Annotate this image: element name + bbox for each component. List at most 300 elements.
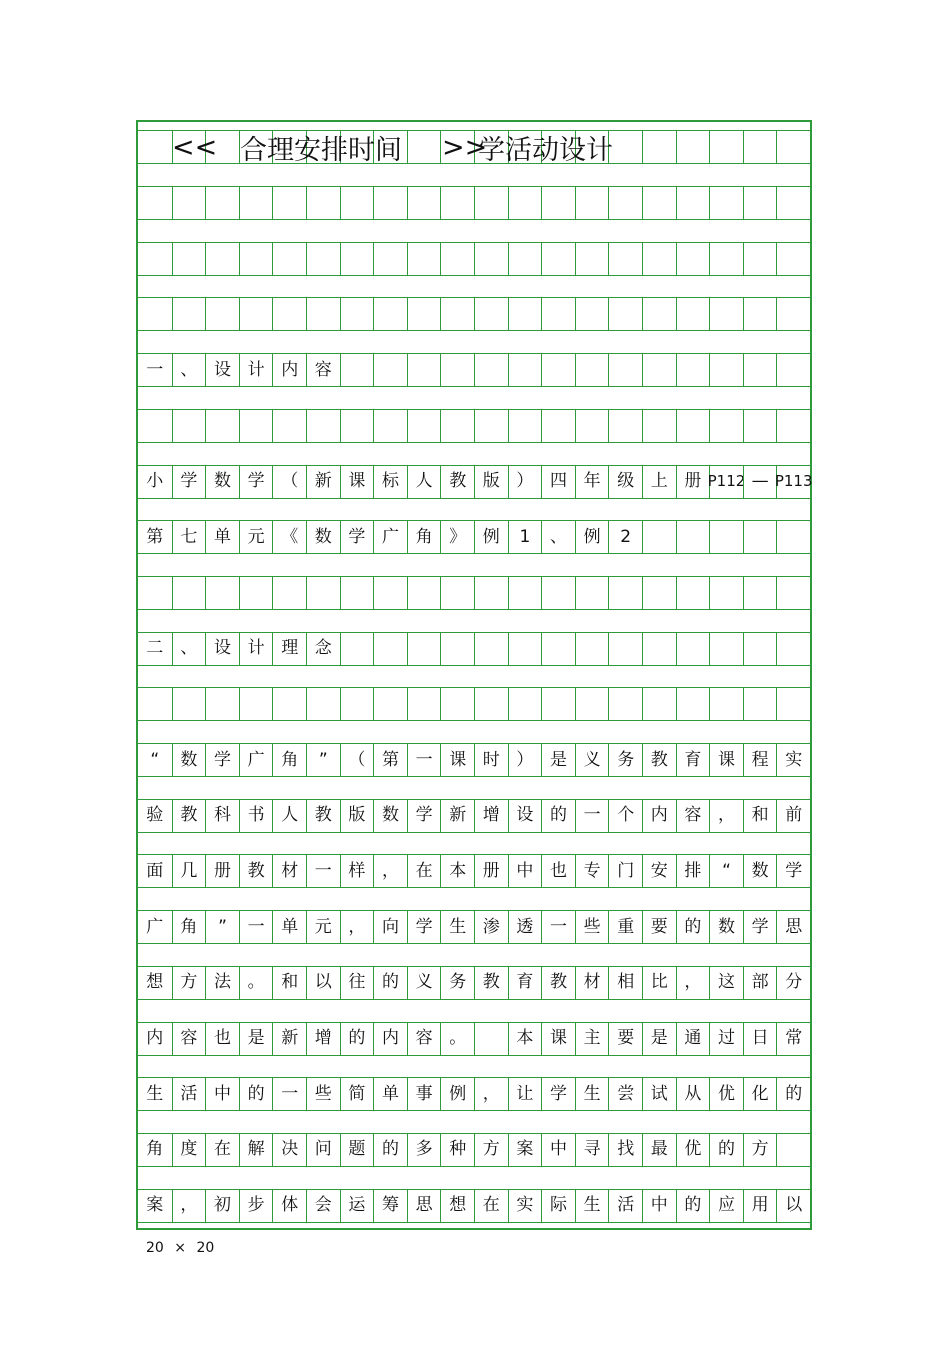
grid-cell bbox=[440, 576, 474, 610]
grid-cell: 渗 bbox=[474, 910, 508, 944]
grid-cell bbox=[676, 242, 710, 276]
grid-cell bbox=[272, 576, 306, 610]
grid-row bbox=[138, 242, 810, 276]
grid-cell: 思 bbox=[776, 910, 810, 944]
grid-cell bbox=[407, 409, 441, 443]
grid-cell: 学 bbox=[407, 910, 441, 944]
grid-cell: 生 bbox=[575, 1077, 609, 1111]
grid-cell: 学 bbox=[743, 910, 777, 944]
grid-cell bbox=[340, 687, 374, 721]
grid-cell: 最 bbox=[642, 1133, 676, 1167]
grid-cell bbox=[709, 130, 743, 164]
grid-cell: 教 bbox=[172, 799, 206, 833]
grid-cell: 数 bbox=[373, 799, 407, 833]
grid-cell bbox=[205, 186, 239, 220]
grid-cell: 第 bbox=[138, 520, 172, 554]
grid-cell: 运 bbox=[340, 1189, 374, 1223]
grid-cell bbox=[709, 186, 743, 220]
grid-cell: 中 bbox=[508, 854, 542, 888]
grid-cell: 七 bbox=[172, 520, 206, 554]
grid-cell: 度 bbox=[172, 1133, 206, 1167]
grid-cell: 主 bbox=[575, 1022, 609, 1056]
grid-cell: 寻 bbox=[575, 1133, 609, 1167]
grid-cell: 元 bbox=[239, 520, 273, 554]
title-suffix: 学活动设计 bbox=[478, 134, 613, 166]
grid-cell: 数 bbox=[743, 854, 777, 888]
grid-cell: 优 bbox=[709, 1077, 743, 1111]
grid-cell bbox=[541, 687, 575, 721]
grid-cell bbox=[642, 409, 676, 443]
grid-cell: 广 bbox=[239, 743, 273, 777]
grid-cell bbox=[776, 297, 810, 331]
grid-cell: 的 bbox=[373, 966, 407, 1000]
grid-cell bbox=[205, 297, 239, 331]
grid-cell: 角 bbox=[272, 743, 306, 777]
grid-cell: 比 bbox=[642, 966, 676, 1000]
grid-cell: 以 bbox=[776, 1189, 810, 1223]
grid-cell: 优 bbox=[676, 1133, 710, 1167]
grid-cell bbox=[575, 297, 609, 331]
grid-cell bbox=[205, 242, 239, 276]
grid-cell bbox=[541, 632, 575, 666]
grid-cell: 际 bbox=[541, 1189, 575, 1223]
grid-cell bbox=[642, 130, 676, 164]
grid-cell bbox=[474, 297, 508, 331]
grid-cell: 人 bbox=[407, 465, 441, 499]
grid-cell: 材 bbox=[575, 966, 609, 1000]
grid-cell: 角 bbox=[138, 1133, 172, 1167]
grid-cell bbox=[575, 576, 609, 610]
grid-cell bbox=[776, 130, 810, 164]
grid-cell: 版 bbox=[340, 799, 374, 833]
grid-cell: ， bbox=[709, 799, 743, 833]
grid-cell bbox=[474, 576, 508, 610]
grid-cell: 决 bbox=[272, 1133, 306, 1167]
grid-cell: 中 bbox=[642, 1189, 676, 1223]
grid-cell: 一 bbox=[575, 799, 609, 833]
grid-cell: 。 bbox=[440, 1022, 474, 1056]
times-sign: × bbox=[174, 1240, 187, 1256]
grid-cell: 的 bbox=[239, 1077, 273, 1111]
grid-cell: 从 bbox=[676, 1077, 710, 1111]
grid-cell: 务 bbox=[608, 743, 642, 777]
grid-cell: 法 bbox=[205, 966, 239, 1000]
grid-cell bbox=[608, 687, 642, 721]
grid-cell: 增 bbox=[474, 799, 508, 833]
grid-cell bbox=[373, 297, 407, 331]
grid-cell: 学 bbox=[776, 854, 810, 888]
grid-cell bbox=[306, 242, 340, 276]
grid-cell: 样 bbox=[340, 854, 374, 888]
grid-cell: 广 bbox=[138, 910, 172, 944]
grid-cell bbox=[676, 687, 710, 721]
grid-cell bbox=[407, 130, 441, 164]
grid-cell bbox=[474, 242, 508, 276]
grid-cell: 计 bbox=[239, 632, 273, 666]
grid-cell: 部 bbox=[743, 966, 777, 1000]
grid-cell: 元 bbox=[306, 910, 340, 944]
grid-cell: 排 bbox=[676, 854, 710, 888]
grid-cell bbox=[508, 297, 542, 331]
grid-cell bbox=[776, 632, 810, 666]
grid-cell: 材 bbox=[272, 854, 306, 888]
grid-cell: 单 bbox=[373, 1077, 407, 1111]
grid-cell bbox=[474, 353, 508, 387]
grid-cell: 活 bbox=[172, 1077, 206, 1111]
grid-cell: 育 bbox=[508, 966, 542, 1000]
grid-cell bbox=[239, 687, 273, 721]
grid-cell: 问 bbox=[306, 1133, 340, 1167]
grid-cell: 设 bbox=[508, 799, 542, 833]
grid-cell bbox=[743, 520, 777, 554]
grid-cell: 会 bbox=[306, 1189, 340, 1223]
grid-cell: 册 bbox=[676, 465, 710, 499]
grid-cell: 课 bbox=[340, 465, 374, 499]
grid-row bbox=[138, 1077, 810, 1111]
grid-cell: 课 bbox=[541, 1022, 575, 1056]
grid-cell: 广 bbox=[373, 520, 407, 554]
grid-cell: P113 bbox=[776, 465, 810, 499]
grid-cell: 容 bbox=[676, 799, 710, 833]
grid-cell bbox=[776, 687, 810, 721]
grid-cell: 、 bbox=[172, 353, 206, 387]
grid-rows-count: 20 bbox=[146, 1240, 164, 1256]
grid-cell: 册 bbox=[205, 854, 239, 888]
grid-cell bbox=[138, 242, 172, 276]
grid-cell: 义 bbox=[575, 743, 609, 777]
grid-cell bbox=[743, 632, 777, 666]
grid-cell bbox=[642, 242, 676, 276]
grid-cell: ） bbox=[508, 743, 542, 777]
grid-row bbox=[138, 465, 813, 499]
grid-cell: 本 bbox=[440, 854, 474, 888]
grid-cell: 面 bbox=[138, 854, 172, 888]
grid-cell: 容 bbox=[407, 1022, 441, 1056]
grid-row bbox=[138, 409, 810, 443]
grid-cell bbox=[340, 632, 374, 666]
grid-cell bbox=[340, 353, 374, 387]
grid-cell bbox=[272, 409, 306, 443]
grid-cell bbox=[306, 409, 340, 443]
grid-cell bbox=[440, 186, 474, 220]
grid-cell: 二 bbox=[138, 632, 172, 666]
grid-cell bbox=[575, 353, 609, 387]
grid-cell bbox=[642, 297, 676, 331]
grid-cell bbox=[608, 130, 642, 164]
grid-cell: 人 bbox=[272, 799, 306, 833]
grid-cell bbox=[676, 520, 710, 554]
grid-row bbox=[138, 1022, 810, 1056]
grid-cell bbox=[474, 186, 508, 220]
grid-cell bbox=[642, 576, 676, 610]
grid-cell bbox=[541, 353, 575, 387]
grid-cell bbox=[474, 409, 508, 443]
grid-cell bbox=[676, 297, 710, 331]
grid-cell bbox=[709, 687, 743, 721]
grid-cell bbox=[440, 242, 474, 276]
grid-cell: 单 bbox=[205, 520, 239, 554]
grid-cell bbox=[306, 576, 340, 610]
grid-cell: 安 bbox=[642, 854, 676, 888]
grid-cell: 门 bbox=[608, 854, 642, 888]
grid-cell: 在 bbox=[407, 854, 441, 888]
grid-cell bbox=[340, 297, 374, 331]
grid-cell: 的 bbox=[541, 799, 575, 833]
grid-cell bbox=[608, 576, 642, 610]
grid-cell: 的 bbox=[709, 1133, 743, 1167]
grid-cell: 书 bbox=[239, 799, 273, 833]
grid-cell: 年 bbox=[575, 465, 609, 499]
grid-cell: 容 bbox=[306, 353, 340, 387]
grid-cell: 数 bbox=[306, 520, 340, 554]
grid-cell: 一 bbox=[272, 1077, 306, 1111]
grid-cell: 解 bbox=[239, 1133, 273, 1167]
grid-row bbox=[138, 1189, 810, 1223]
grid-cell bbox=[508, 353, 542, 387]
grid-cell bbox=[508, 576, 542, 610]
grid-cell: — bbox=[743, 465, 777, 499]
grid-cell bbox=[676, 130, 710, 164]
grid-cell: 教 bbox=[440, 465, 474, 499]
grid-cell: 新 bbox=[272, 1022, 306, 1056]
grid-cell: 分 bbox=[776, 966, 810, 1000]
grid-cell: 找 bbox=[608, 1133, 642, 1167]
grid-cell: 初 bbox=[205, 1189, 239, 1223]
grid-cell: （ bbox=[272, 465, 306, 499]
grid-cell: 角 bbox=[172, 910, 206, 944]
grid-cell bbox=[642, 687, 676, 721]
grid-cell bbox=[172, 186, 206, 220]
grid-cell: 也 bbox=[205, 1022, 239, 1056]
grid-cell: 育 bbox=[676, 743, 710, 777]
grid-cell: 实 bbox=[508, 1189, 542, 1223]
grid-cell: 个 bbox=[608, 799, 642, 833]
grid-cell: （ bbox=[340, 743, 374, 777]
grid-cell bbox=[474, 1022, 508, 1056]
grid-cell bbox=[474, 687, 508, 721]
grid-cell: 学 bbox=[541, 1077, 575, 1111]
grid-cell bbox=[541, 186, 575, 220]
grid-cell bbox=[373, 186, 407, 220]
grid-cell: 教 bbox=[541, 966, 575, 1000]
title-close-bracket: >> bbox=[442, 131, 488, 163]
grid-cell: 也 bbox=[541, 854, 575, 888]
grid-cell: 步 bbox=[239, 1189, 273, 1223]
grid-cell bbox=[272, 242, 306, 276]
grid-cell: 学 bbox=[340, 520, 374, 554]
grid-cell: 些 bbox=[306, 1077, 340, 1111]
grid-cell: 这 bbox=[709, 966, 743, 1000]
grid-cell: 试 bbox=[642, 1077, 676, 1111]
grid-cell: 数 bbox=[709, 910, 743, 944]
title-main: 合理安排时间 bbox=[240, 134, 402, 166]
grid-size-label bbox=[146, 1240, 214, 1256]
grid-cell bbox=[709, 520, 743, 554]
grid-cell: 想 bbox=[440, 1189, 474, 1223]
grid-cell: 思 bbox=[407, 1189, 441, 1223]
grid-cell: 《 bbox=[272, 520, 306, 554]
grid-cell: 数 bbox=[205, 465, 239, 499]
grid-cell bbox=[373, 242, 407, 276]
title-open-bracket: << bbox=[172, 131, 218, 163]
grid-cell: 的 bbox=[776, 1077, 810, 1111]
grid-cell bbox=[440, 687, 474, 721]
grid-cell bbox=[541, 297, 575, 331]
grid-cell bbox=[239, 297, 273, 331]
grid-cell: 新 bbox=[306, 465, 340, 499]
grid-cell bbox=[709, 242, 743, 276]
grid-cell: 验 bbox=[138, 799, 172, 833]
grid-cell: 小 bbox=[138, 465, 172, 499]
grid-cell: 专 bbox=[575, 854, 609, 888]
grid-cell bbox=[642, 186, 676, 220]
grid-cell: 教 bbox=[306, 799, 340, 833]
grid-cell: 要 bbox=[642, 910, 676, 944]
grid-cell bbox=[743, 353, 777, 387]
grid-cell bbox=[340, 242, 374, 276]
grid-cell bbox=[340, 409, 374, 443]
grid-cell: 一 bbox=[541, 910, 575, 944]
grid-cell: 应 bbox=[709, 1189, 743, 1223]
grid-cell: 学 bbox=[407, 799, 441, 833]
grid-cell: 和 bbox=[272, 966, 306, 1000]
grid-cell: 在 bbox=[205, 1133, 239, 1167]
grid-cell: 的 bbox=[340, 1022, 374, 1056]
grid-cell bbox=[709, 297, 743, 331]
grid-cell bbox=[138, 409, 172, 443]
grid-cell bbox=[138, 687, 172, 721]
grid-cell bbox=[776, 520, 810, 554]
grid-cell bbox=[407, 632, 441, 666]
grid-cell bbox=[138, 297, 172, 331]
grid-cell: 例 bbox=[575, 520, 609, 554]
grid-cell: 是 bbox=[541, 743, 575, 777]
grid-cell bbox=[306, 297, 340, 331]
grid-cell: 级 bbox=[608, 465, 642, 499]
grid-cell bbox=[407, 242, 441, 276]
grid-cell bbox=[407, 687, 441, 721]
grid-cell: 简 bbox=[340, 1077, 374, 1111]
grid-cell: 几 bbox=[172, 854, 206, 888]
grid-cell bbox=[205, 576, 239, 610]
grid-cell bbox=[709, 409, 743, 443]
grid-cell: 要 bbox=[608, 1022, 642, 1056]
grid-cell: 四 bbox=[541, 465, 575, 499]
grid-cell bbox=[709, 353, 743, 387]
grid-cell: 题 bbox=[340, 1133, 374, 1167]
grid-cell bbox=[676, 353, 710, 387]
grid-cell bbox=[373, 687, 407, 721]
grid-cell bbox=[541, 576, 575, 610]
grid-cell bbox=[743, 576, 777, 610]
grid-cell: ） bbox=[508, 465, 542, 499]
grid-cell: 本 bbox=[508, 1022, 542, 1056]
grid-cell: 方 bbox=[743, 1133, 777, 1167]
grid-cell bbox=[608, 632, 642, 666]
grid-cell: 务 bbox=[440, 966, 474, 1000]
grid-cell bbox=[776, 1133, 810, 1167]
grid-cell bbox=[440, 409, 474, 443]
grid-cell: 新 bbox=[440, 799, 474, 833]
grid-cell: 重 bbox=[608, 910, 642, 944]
grid-cell bbox=[440, 632, 474, 666]
grid-row bbox=[138, 186, 810, 220]
grid-cell: ， bbox=[474, 1077, 508, 1111]
grid-cell: 设 bbox=[205, 632, 239, 666]
grid-cell bbox=[608, 409, 642, 443]
grid-cell: 案 bbox=[138, 1189, 172, 1223]
grid-cell: 单 bbox=[272, 910, 306, 944]
grid-cell bbox=[340, 186, 374, 220]
grid-row bbox=[138, 743, 810, 777]
grid-cell: 教 bbox=[642, 743, 676, 777]
grid-cell bbox=[205, 409, 239, 443]
grid-row bbox=[138, 687, 810, 721]
grid-cell: 方 bbox=[172, 966, 206, 1000]
grid-cell: 筹 bbox=[373, 1189, 407, 1223]
grid-cell: 例 bbox=[440, 1077, 474, 1111]
grid-cell: ， bbox=[373, 854, 407, 888]
grid-cell: 程 bbox=[743, 743, 777, 777]
grid-cell bbox=[776, 353, 810, 387]
grid-cell: 内 bbox=[138, 1022, 172, 1056]
grid-cell: 第 bbox=[373, 743, 407, 777]
grid-cell: 化 bbox=[743, 1077, 777, 1111]
grid-cell bbox=[373, 576, 407, 610]
grid-row bbox=[138, 854, 810, 888]
grid-cell: 中 bbox=[205, 1077, 239, 1111]
grid-cell bbox=[272, 186, 306, 220]
grid-cell: 、 bbox=[172, 632, 206, 666]
grid-cell bbox=[575, 632, 609, 666]
grid-cell: 册 bbox=[474, 854, 508, 888]
grid-cell bbox=[239, 409, 273, 443]
grid-cell bbox=[239, 186, 273, 220]
grid-cell: 角 bbox=[407, 520, 441, 554]
grid-cell bbox=[541, 409, 575, 443]
grid-cell bbox=[172, 409, 206, 443]
grid-cell bbox=[407, 186, 441, 220]
grid-cell bbox=[508, 687, 542, 721]
grid-cell: 用 bbox=[743, 1189, 777, 1223]
grid-cell bbox=[642, 520, 676, 554]
grid-cell: 标 bbox=[373, 465, 407, 499]
grid-cell bbox=[776, 576, 810, 610]
grid-cell: 》 bbox=[440, 520, 474, 554]
grid-cell: 义 bbox=[407, 966, 441, 1000]
grid-cell bbox=[239, 576, 273, 610]
grid-cell: 容 bbox=[172, 1022, 206, 1056]
grid-cell bbox=[776, 186, 810, 220]
grid-cell: 、 bbox=[541, 520, 575, 554]
grid-cell bbox=[743, 409, 777, 443]
grid-cell: 理 bbox=[272, 632, 306, 666]
grid-cell: 透 bbox=[508, 910, 542, 944]
grid-cell: ， bbox=[340, 910, 374, 944]
grid-cell bbox=[508, 242, 542, 276]
grid-cell bbox=[709, 632, 743, 666]
grid-cell: 设 bbox=[205, 353, 239, 387]
grid-cell bbox=[172, 576, 206, 610]
grid-cell: 生 bbox=[138, 1077, 172, 1111]
grid-cell bbox=[138, 576, 172, 610]
grid-cell bbox=[743, 297, 777, 331]
grid-cell bbox=[172, 687, 206, 721]
grid-cell: 的 bbox=[373, 1133, 407, 1167]
grid-cell: 一 bbox=[239, 910, 273, 944]
grid-cell bbox=[575, 409, 609, 443]
grid-cell: 科 bbox=[205, 799, 239, 833]
